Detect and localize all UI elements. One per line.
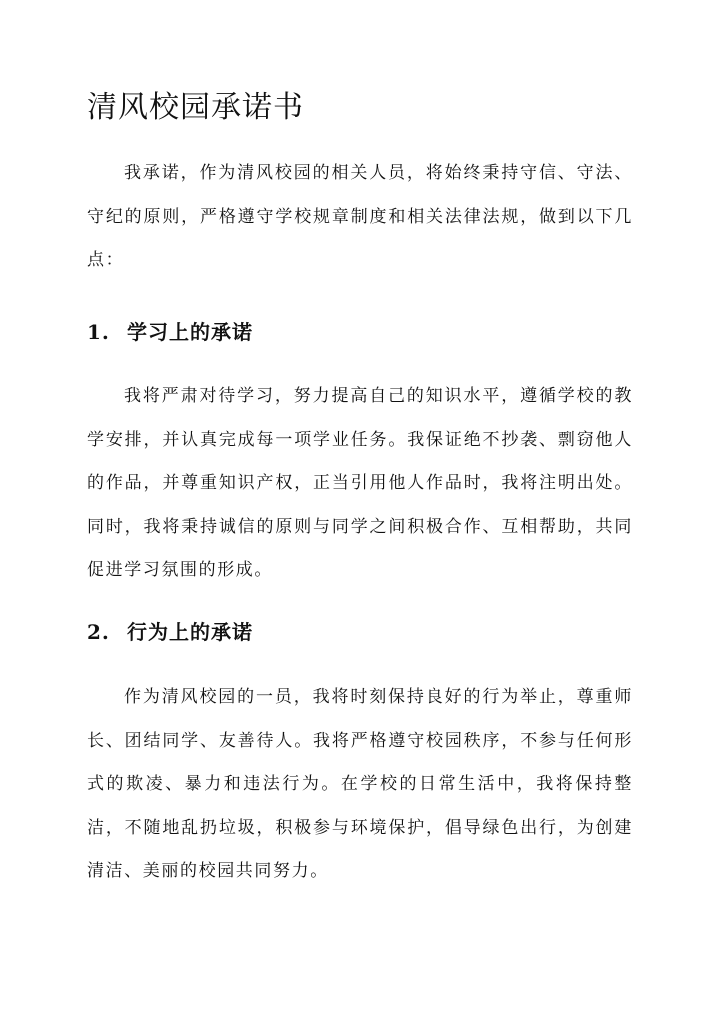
intro-paragraph: 我承诺，作为清风校园的相关人员，将始终秉持守信、守法、守纪的原则，严格遵守学校规章制度和相关法律法规，做到以下几点： (87, 163, 633, 271)
section-2-heading (87, 614, 253, 650)
section-1-number: 1. (87, 320, 110, 344)
section-1-heading (87, 314, 253, 350)
document-title: 清风校园承诺书 (87, 90, 304, 125)
section-2-number: 2. (87, 620, 110, 644)
section-1-body: 我将严肃对待学习，努力提高自己的知识水平，遵循学校的教学安排，并认真完成每一项学业任务。我保证绝不抄袭、剽窃他人的作品，并尊重知识产权，正当引用他人作品时，我将注明出处。同时，我将秉持诚信的原则与同学之间积极合作、互相帮助，共同促进学习氛围的形成。 (87, 386, 633, 581)
section-1-title: 学习上的承诺 (127, 320, 253, 344)
section-2-title: 行为上的承诺 (127, 620, 253, 644)
section-2-body: 作为清风校园的一员，我将时刻保持良好的行为举止，尊重师长、团结同学、友善待人。我将严格遵守校园秩序，不参与任何形式的欺凌、暴力和违法行为。在学校的日常生活中，我将保持整洁，不随地乱扔垃圾，积极参与环境保护，倡导绿色出行，为创建清洁、美丽的校园共同努力。 (87, 687, 633, 882)
